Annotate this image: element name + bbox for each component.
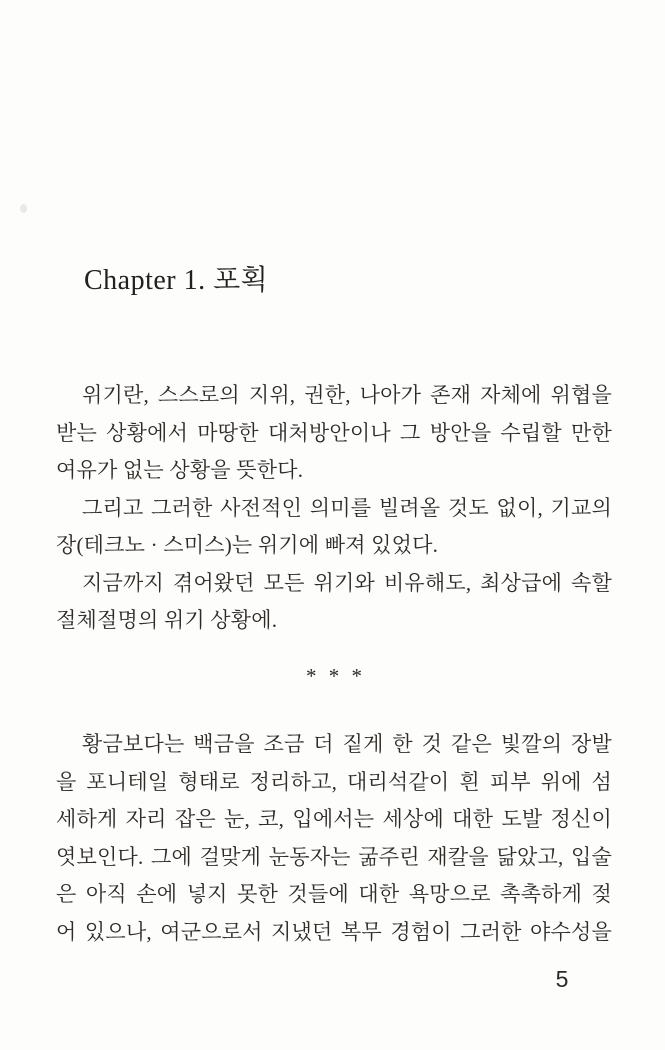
chapter-title: Chapter 1. 포획 — [84, 265, 269, 296]
paragraph-line: 위기란, 스스로의 지위, 권한, 나아가 존재 자체에 위협을 — [82, 383, 612, 407]
paragraph-line: 장(테크노 · 스미스)는 위기에 빠져 있었다. — [56, 533, 439, 557]
page-number: 5 — [555, 966, 569, 992]
paragraph-line: 을 포니테일 형태로 정리하고, 대리석같이 흰 피부 위에 섬 — [56, 769, 612, 794]
paragraph-line: 받는 상황에서 마땅한 대처방안이나 그 방안을 수립할 만한 — [56, 420, 612, 445]
paragraph-line: 지금까지 겪어왔던 모든 위기와 비유해도, 최상급에 속할 — [82, 570, 612, 595]
paragraph-line: 여유가 없는 상황을 뜻한다. — [56, 458, 304, 482]
paragraph-line: 은 아직 손에 넣지 못한 것들에 대한 욕망으로 촉촉하게 젖 — [56, 882, 612, 906]
text-column-lower — [56, 726, 612, 951]
scan-artifact — [20, 204, 27, 213]
paragraph-line: 황금보다는 백금을 조금 더 짙게 한 것 같은 빛깔의 장발 — [82, 732, 612, 756]
paragraph-line: 엿보인다. 그에 걸맞게 눈동자는 굶주린 재칼을 닮았고, 입술 — [56, 844, 612, 869]
paragraph-line: 세하게 자리 잡은 눈, 코, 입에서는 세상에 대한 도발 정신이 — [56, 807, 612, 831]
paragraph-line: 그리고 그러한 사전적인 의미를 빌려올 것도 없이, 기교의 — [82, 495, 612, 520]
section-separator: * * * — [306, 664, 362, 688]
paragraph-line: 어 있으나, 여군으로서 지냈던 복무 경험이 그러한 야수성을 — [56, 919, 612, 944]
text-column-upper — [56, 377, 612, 640]
paragraph-line: 절체절명의 위기 상황에. — [56, 608, 278, 632]
